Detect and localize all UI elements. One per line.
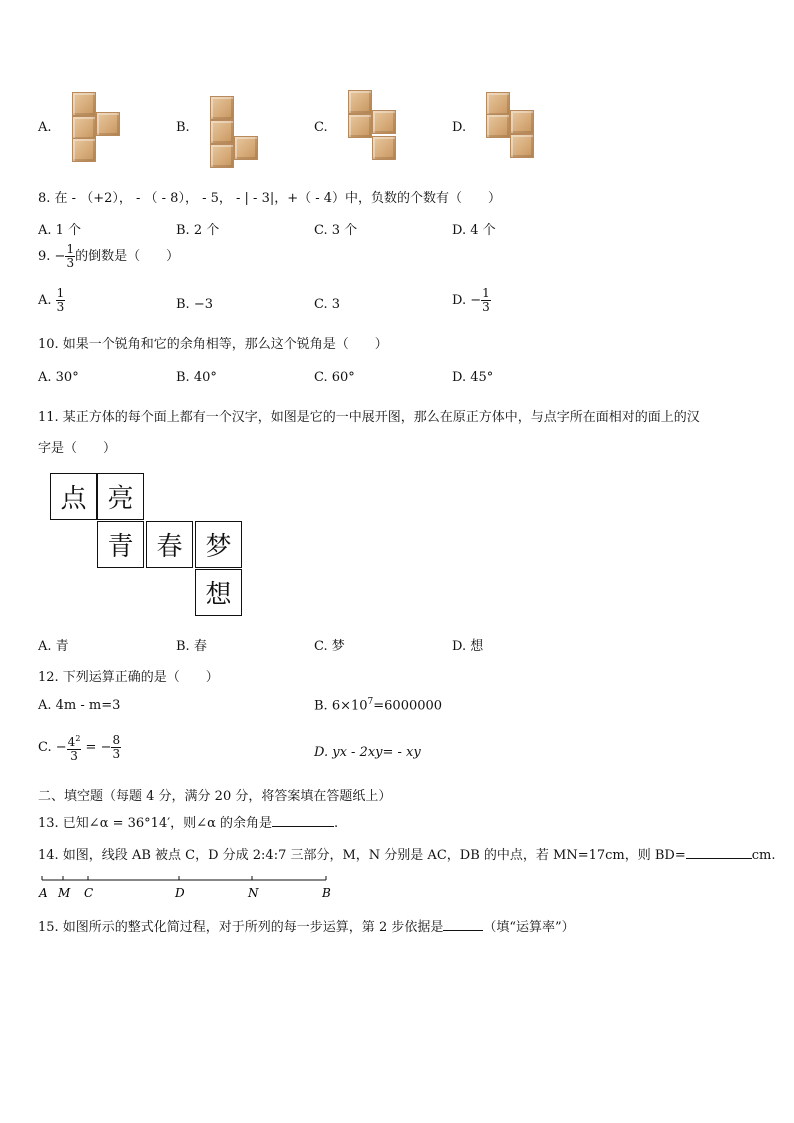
q13-stem [38, 812, 338, 831]
net-cell-liang: 亮 [97, 473, 144, 520]
q8-option-c: C. 3 个 [314, 223, 358, 238]
q9-option-a [38, 287, 65, 314]
q9-option-d-fraction [481, 287, 491, 314]
q12-option-c-equals: = − [85, 740, 112, 755]
cube [210, 96, 234, 120]
cube [72, 92, 96, 116]
q11-option-d: D. 想 [452, 639, 484, 654]
q10-option-b: B. 40° [176, 370, 217, 385]
q12-option-b-exponent: 7 [367, 697, 374, 707]
q9-option-d-den: 3 [482, 300, 490, 314]
q12-option-c-minus: − [55, 740, 67, 755]
q14-answer-blank[interactable] [686, 857, 752, 859]
cube [510, 110, 534, 134]
q11-stem-line2: 字是（ ） [38, 441, 117, 456]
cube [348, 90, 372, 114]
point-label-b: B [322, 886, 331, 900]
q15-hint: （填“运算率”） [483, 920, 575, 935]
q10-stem: 10. 如果一个锐角和它的余角相等，那么这个锐角是（ ） [38, 337, 388, 352]
q12-option-d: D. yx - 2xy= - xy [314, 745, 421, 760]
q8-option-d: D. 4 个 [452, 223, 496, 238]
q7-option-b-letter: B. [176, 120, 190, 135]
q12-option-c [38, 732, 121, 763]
q12-option-c-letter: C. [38, 740, 52, 755]
q9-option-d [452, 287, 491, 314]
net-cell-dian: 点 [50, 473, 97, 520]
q14-stem [38, 844, 776, 863]
q12-option-b [314, 697, 442, 713]
q12-option-a: A. 4m - m=3 [38, 698, 121, 713]
q14-text: 14. 如图，线段 AB 被点 C，D 分成 2:4:7 三部分，M，N 分别是 AC，DB 的中点，若 MN=17cm，则 BD= [38, 848, 686, 863]
point-label-c: C [84, 886, 94, 900]
q15-answer-blank[interactable] [443, 929, 483, 931]
q9-fraction [65, 243, 75, 270]
section2-heading: 二、填空题（每题 4 分，满分 20 分，将答案填在答题纸上） [38, 789, 392, 804]
q9-option-c: C. 3 [314, 297, 341, 312]
net-cell-qing: 青 [97, 521, 144, 568]
cube [510, 134, 534, 158]
cube [234, 136, 258, 160]
q12-option-b-base: B. 6×10 [314, 698, 368, 714]
q15-text: 15. 如图所示的整式化简过程，对于所列的每一步运算，第 2 步依据是 [38, 920, 444, 935]
cube [486, 92, 510, 116]
q9-fraction-num: 1 [66, 242, 75, 256]
cube [348, 114, 372, 138]
q9-number: 9. [38, 249, 51, 264]
q9-fraction-den: 3 [66, 256, 75, 270]
q10-option-d: D. 45° [452, 370, 494, 385]
q9-option-b: B. −3 [176, 297, 213, 312]
q10-option-a: A. 30° [38, 370, 79, 385]
q7-option-a-letter: A. [38, 120, 52, 135]
q12-option-c-den: 3 [70, 749, 78, 763]
q12-option-c-den2: 3 [112, 747, 121, 761]
q14-segment-diagram [36, 870, 336, 902]
q13-answer-blank[interactable] [272, 825, 334, 827]
q9-option-d-minus: − [470, 293, 482, 308]
q9-stem-tail: 的倒数是（ ） [75, 249, 180, 264]
q14-unit: cm. [751, 848, 776, 863]
q12-option-c-fraction1 [67, 732, 82, 763]
q11-option-a: A. 青 [38, 639, 69, 654]
q13-text: 13. 已知∠α = 36°14′，则∠α 的余角是 [38, 816, 272, 831]
cube [72, 138, 96, 162]
q13-period: . [333, 816, 339, 831]
q9-option-d-letter: D. [452, 293, 467, 308]
q9-option-a-letter: A. [38, 293, 52, 308]
q12-option-c-num-exponent: 2 [75, 734, 81, 743]
cube [486, 114, 510, 138]
q9-stem [38, 243, 179, 270]
cube [210, 120, 234, 144]
net-cell-chun: 春 [146, 521, 193, 568]
q12-option-c-num-base: 4 [67, 735, 76, 749]
point-label-m: M [58, 886, 71, 900]
cube [72, 116, 96, 140]
point-label-d: D [175, 886, 185, 900]
cube [96, 112, 120, 136]
q10-option-c: C. 60° [314, 370, 355, 385]
q8-option-a: A. 1 个 [38, 223, 82, 238]
q9-option-a-fraction [56, 287, 66, 314]
q8-stem: 8. 在 - （+2）， - （ - 8）， - 5， - | - 3|，+（ - 4）中，负数的个数有（ ） [38, 191, 502, 206]
q12-option-c-num2: 8 [112, 733, 121, 747]
q9-option-a-den: 3 [56, 300, 65, 314]
net-cell-meng: 梦 [195, 521, 242, 568]
q9-minus: − [54, 249, 66, 264]
net-cell-xiang: 想 [195, 569, 242, 616]
q12-option-c-fraction2 [111, 734, 121, 761]
q11-option-b: B. 春 [176, 639, 207, 654]
cube [372, 110, 396, 134]
q12-option-b-result: =6000000 [373, 698, 443, 714]
q7-option-d-letter: D. [452, 120, 467, 135]
point-label-a: A [39, 886, 48, 900]
q8-option-b: B. 2 个 [176, 223, 220, 238]
q9-option-d-num: 1 [482, 286, 490, 300]
q15-stem [38, 916, 575, 935]
q11-option-c: C. 梦 [314, 639, 345, 654]
cube [210, 144, 234, 168]
q9-option-a-num: 1 [56, 286, 65, 300]
q12-stem: 12. 下列运算正确的是（ ） [38, 670, 219, 685]
q11-stem-line1: 11. 某正方体的每个面上都有一个汉字，如图是它的一中展开图，那么在原正方体中，与点字所在面相对的面上的汉 [38, 410, 700, 425]
point-label-n: N [248, 886, 259, 900]
q7-option-c-letter: C. [314, 120, 328, 135]
cube [372, 136, 396, 160]
